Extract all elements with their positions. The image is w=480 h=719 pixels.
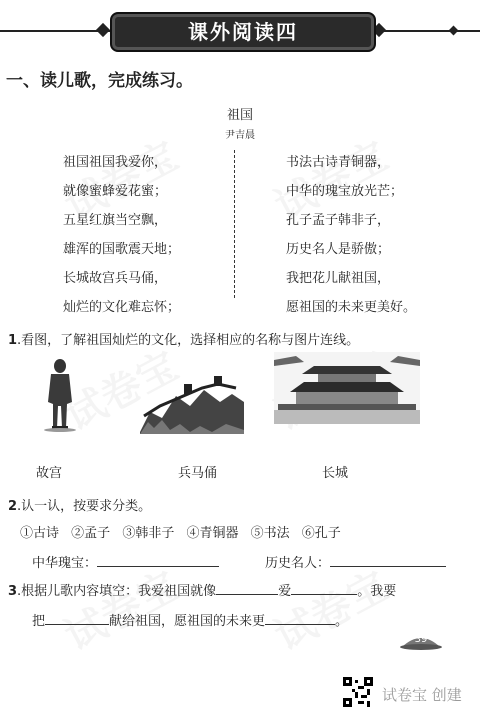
question-text: 把 bbox=[32, 614, 46, 629]
forbidden-city-image bbox=[274, 352, 420, 424]
option-item: ②孟子 bbox=[71, 526, 111, 541]
poem-line: 就像蜜蜂爱花蜜； bbox=[63, 184, 168, 199]
question-3 bbox=[8, 580, 396, 599]
question-1 bbox=[8, 329, 359, 348]
label-terracotta-army[interactable]: 兵马俑 bbox=[178, 466, 218, 481]
poem-author: 尹吉晨 bbox=[225, 130, 255, 141]
poem-divider bbox=[234, 150, 235, 298]
diamond-right-icon bbox=[449, 26, 459, 36]
great-wall-image bbox=[140, 372, 244, 434]
brand-credit: 试卷宝 创建 bbox=[382, 686, 462, 704]
qr-code-icon bbox=[343, 677, 373, 707]
classification-row bbox=[32, 552, 219, 571]
treasure-label: 中华瑰宝： bbox=[32, 556, 98, 571]
question-text: .看图，了解祖国灿烂的文化，选择相应的名称与图片连线。 bbox=[17, 333, 360, 348]
poem-left-column bbox=[63, 148, 180, 322]
classification-row bbox=[265, 552, 446, 571]
fill-blank[interactable] bbox=[291, 582, 357, 595]
question-3-line-2 bbox=[32, 610, 348, 629]
section-heading: 一、读儿歌，完成练习。 bbox=[6, 71, 193, 91]
diamond-left-icon bbox=[96, 23, 110, 37]
page-number: 39 bbox=[414, 634, 428, 645]
question-text: .认一认，按要求分类。 bbox=[17, 499, 152, 514]
poem-line: 孔子孟子韩非子， bbox=[286, 213, 391, 228]
celebrity-answer-blank[interactable] bbox=[330, 554, 446, 567]
option-item: ⑤书法 bbox=[250, 526, 290, 541]
fill-blank[interactable] bbox=[265, 612, 335, 625]
watermark bbox=[54, 555, 187, 662]
option-item: ①古诗 bbox=[20, 526, 60, 541]
options-list bbox=[20, 522, 349, 541]
watermark bbox=[264, 555, 397, 662]
question-text: 献给祖国，愿祖国的未来更 bbox=[109, 614, 266, 629]
question-text: 。 bbox=[335, 614, 349, 629]
question-text: 。我要 bbox=[357, 584, 397, 599]
question-text: .根据儿歌内容填空：我爱祖国就像 bbox=[17, 584, 217, 599]
poem-line: 祖国祖国我爱你， bbox=[63, 155, 168, 170]
poem-line: 五星红旗当空飘， bbox=[63, 213, 168, 228]
question-2 bbox=[8, 495, 151, 514]
celebrity-label: 历史名人： bbox=[265, 556, 331, 571]
label-forbidden-city[interactable]: 故宫 bbox=[36, 466, 63, 481]
question-number: 1 bbox=[8, 333, 18, 348]
poem-line: 雄浑的国歌震天地； bbox=[63, 242, 181, 257]
poem-title: 祖国 bbox=[226, 108, 253, 123]
option-item: ③韩非子 bbox=[122, 526, 175, 541]
option-item: ④青铜器 bbox=[186, 526, 239, 541]
question-number: 2 bbox=[8, 499, 18, 514]
label-great-wall[interactable]: 长城 bbox=[322, 466, 349, 481]
terracotta-warrior-image bbox=[40, 358, 80, 432]
poem-line: 长城故宫兵马俑， bbox=[63, 271, 168, 286]
question-number: 3 bbox=[8, 584, 18, 599]
fill-blank[interactable] bbox=[45, 612, 109, 625]
option-item: ⑥孔子 bbox=[301, 526, 341, 541]
question-text: 爱 bbox=[278, 584, 292, 599]
poem-line: 书法古诗青铜器， bbox=[286, 155, 391, 170]
poem-right-column bbox=[286, 148, 416, 322]
poem-line: 我把花儿献祖国， bbox=[286, 271, 391, 286]
poem-line: 愿祖国的未来更美好。 bbox=[286, 300, 417, 315]
header-banner bbox=[110, 12, 376, 52]
fill-blank[interactable] bbox=[216, 582, 278, 595]
poem-line: 历史名人是骄傲； bbox=[286, 242, 391, 257]
treasure-answer-blank[interactable] bbox=[97, 554, 219, 567]
poem-line: 中华的瑰宝放光芒； bbox=[286, 184, 404, 199]
poem-line: 灿烂的文化难忘怀； bbox=[63, 300, 181, 315]
page-title: 课外阅读四 bbox=[188, 20, 298, 44]
